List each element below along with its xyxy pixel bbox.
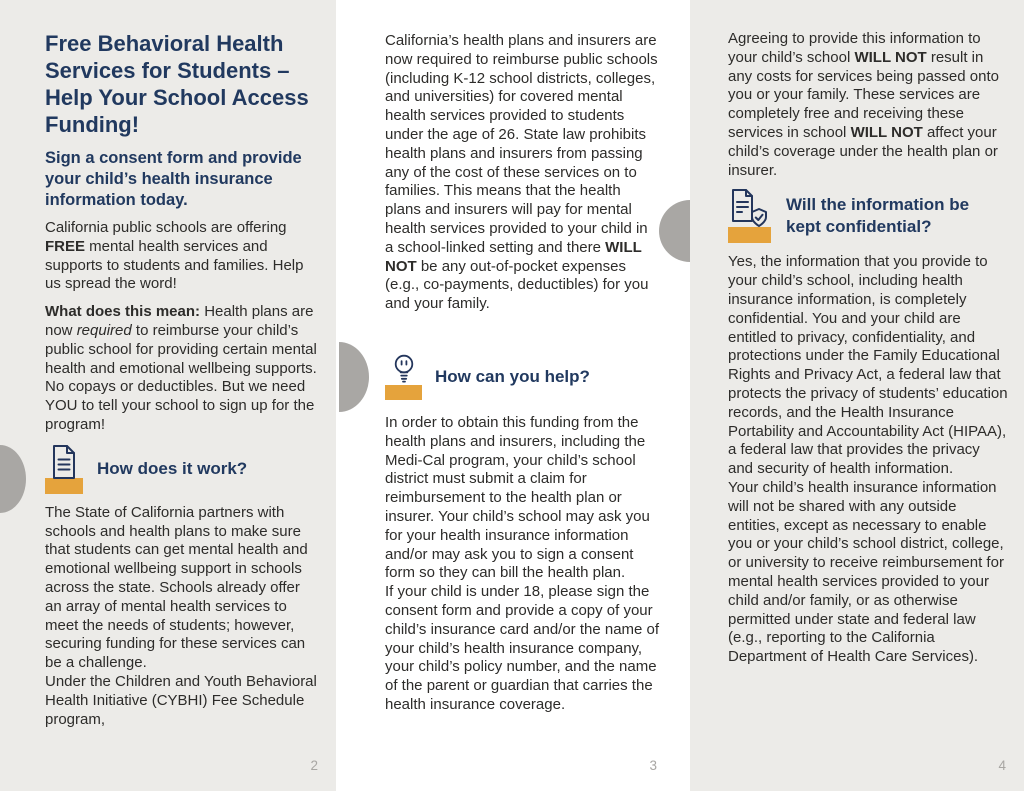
section-how-does-it-work [45,444,320,494]
paragraph-intro: California’s health plans and insurers are now required to reimburse public schools (including K-12 school districts, colleges, and universities) for covered mental health services provided to students under the age of 26. State law prohibits health plans and insurers from passing any of the cost of these services on to families. This means that the health plans and insurers will pay for mental health services provided to your child in a school-linked setting and there WILL NOT be any out-of-pocket expenses (e.g., co-payments, deductibles) for you and your family. [385,32,658,313]
paragraph-how-it-works: The State of California partners with schools and health plans to make sure that students can get mental health and emotional wellbeing support in schools across the state. Schools already offer an array of mental health services to meet the needs of students; however, securing funding for these services can be a challenge. [45,503,308,672]
panel-page-3 [347,0,677,791]
paragraph-intro: California public schools are offering FREE mental health services and supports to students and families. Help us spread the word! [45,219,304,293]
brochure-subtitle: Sign a consent form and provide your child’s health insurance information today. [45,149,302,209]
page-number: 4 [998,758,1006,773]
page-number: 2 [310,758,318,773]
lightbulb-icon [385,354,423,400]
panel-page-2 [0,0,336,791]
paragraph-sharing: Your child’s health insurance information will not be shared with any outside entities, except as necessary to enable you or your child’s school district, college, or university to receive reimbursement for mental health services provided to your child and/or family, or as otherwise permitted under state and federal law (e.g., reporting to the California Department of Health Care Services). [728,478,1004,666]
section-heading: How does it work? [97,458,248,478]
section-how-can-you-help [385,354,660,400]
icon-accent-bar [728,227,771,243]
paragraph-consent: If your child is under 18, please sign the consent form and provide a copy of your child’s insurance card and/or the name of your child’s health insurance company, your child’s policy number, and the name of the parent or guardian that carries the health insurance coverage. [385,583,660,713]
brochure-title: Free Behavioral Health Services for Students – Help Your School Access Funding! [45,31,309,137]
paragraph-cybhi: Under the Children and Youth Behavioral Health Initiative (CYBHI) Fee Schedule program, [45,672,317,728]
section-heading: How can you help? [435,366,590,386]
paragraph-claims: In order to obtain this funding from the health plans and insurers, including the Medi-Cal program, your child’s school district must submit a claim for reimbursement to the health plan or insurer. Your child’s school may ask you for your health insurance information and/or may ask you to sign a consent form so they can bill the health plan. [385,413,650,582]
document-check-icon [728,188,774,243]
icon-accent-bar [385,385,422,400]
paragraph-intro: Agreeing to provide this information to your child’s school WILL NOT result in any costs for services being passed onto you or your family. These services are completely free and receiving these services in school WILL NOT affect your child’s coverage under the health plan or insurer. [728,30,999,179]
document-icon [45,444,85,494]
section-heading: Will the information be kept confidential? [786,194,970,236]
icon-accent-bar [45,478,83,494]
section-confidentiality [728,188,1008,243]
page-number: 3 [649,758,657,773]
panel-page-4 [690,0,1024,791]
paragraph-what-this-means: What does this mean: Health plans are now required to reimburse your child’s public school for providing certain mental health and emotional wellbeing supports. No copays or deductibles. But we need YOU to tell your school to sign up for the program! [45,303,317,433]
paragraph-confidential: Yes, the information that you provide to your child’s school, including health insurance information, is completely confidential. You and your child are entitled to privacy, confidentiality, and protections under the Family Educational Rights and Privacy Act, a federal law that protects the privacy of students’ education records, and the Health Insurance Portability and Accountability Act (HIPAA), a federal law that provides the privacy and security of health information. [728,253,1008,478]
